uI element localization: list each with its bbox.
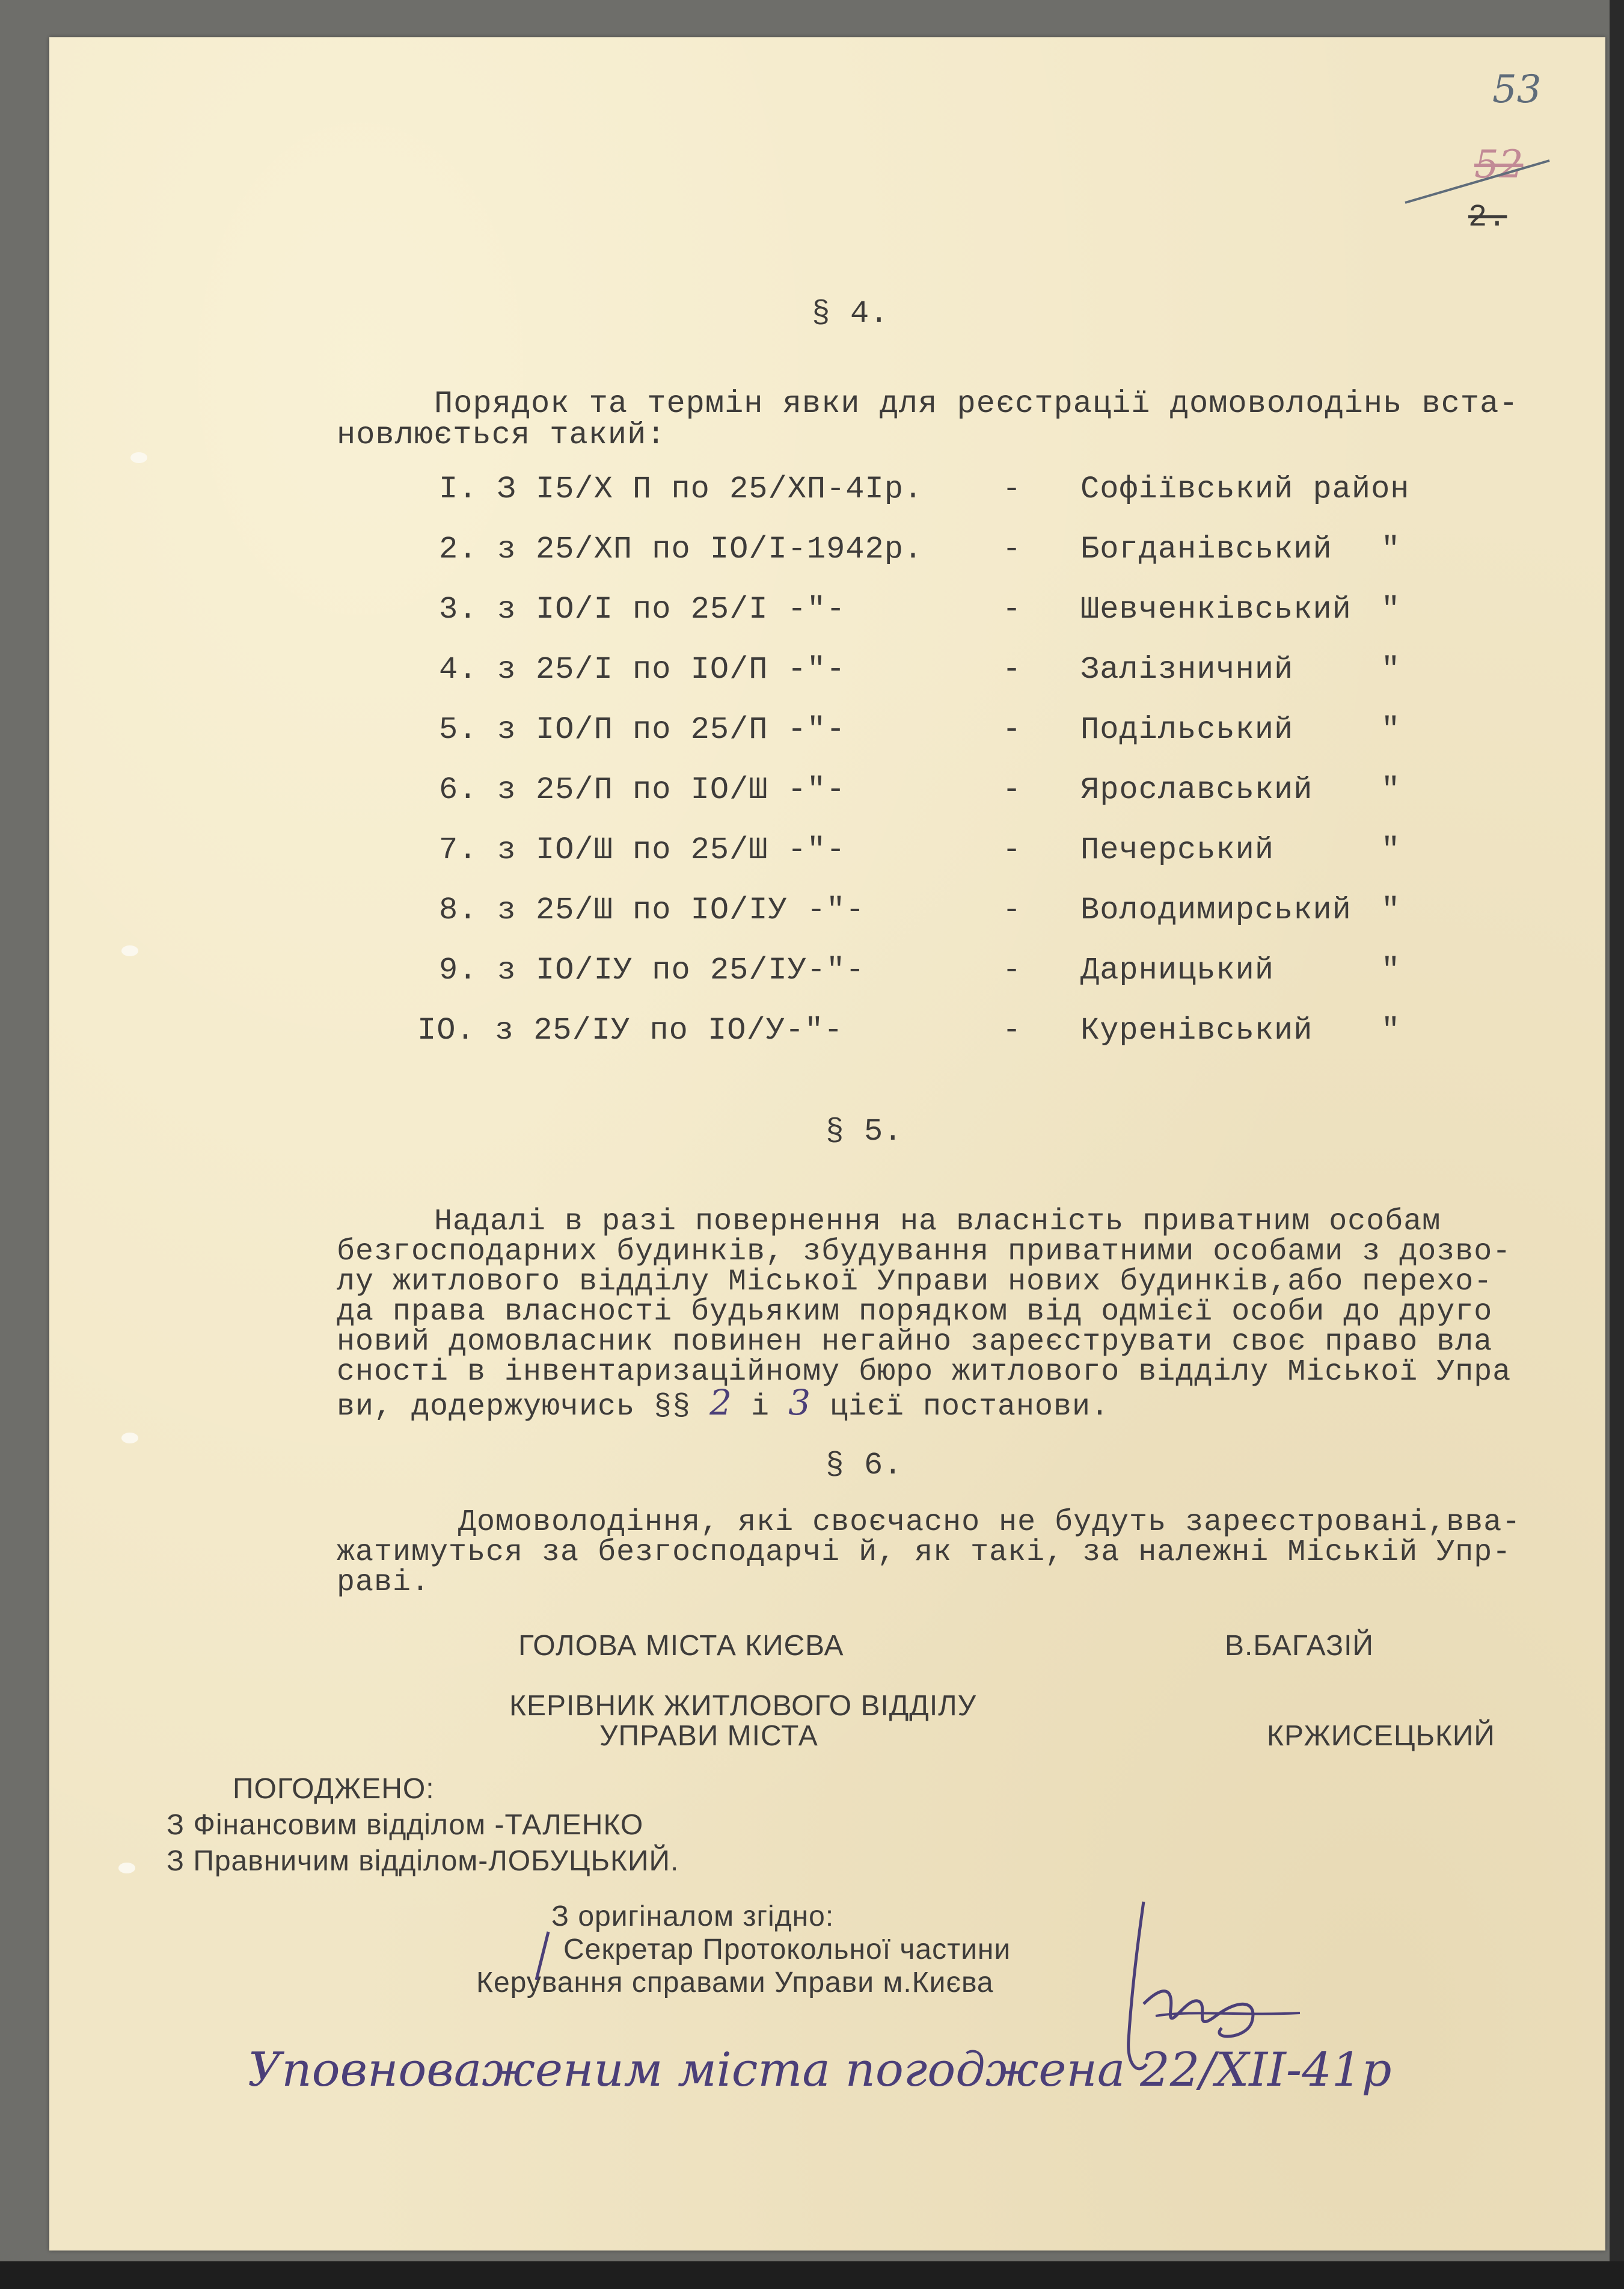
schedule-district: Подільський xyxy=(1080,712,1294,748)
paragraph-line: лу житлового відділу Міської Управи нових будинків,або перехо- xyxy=(337,1265,1493,1299)
mayor-title: ГОЛОВА МІСТА КИЄВА xyxy=(518,1630,844,1662)
handwritten-reference: 3 xyxy=(788,1382,811,1423)
paragraph-text: і xyxy=(751,1390,770,1424)
schedule-ditto: " xyxy=(1381,832,1401,868)
paragraph-line: Домоволодіння, які своєчасно не будуть зареєстровані,вва- xyxy=(458,1505,1521,1540)
schedule-ditto: " xyxy=(1381,532,1401,567)
schedule-ditto: " xyxy=(1381,652,1401,687)
schedule-dash: - xyxy=(1002,712,1022,748)
schedule-district: Печерський xyxy=(1080,832,1275,868)
schedule-district: Куренівський xyxy=(1080,1013,1313,1048)
certification-line: З оригіналом згідно: xyxy=(551,1900,835,1932)
paragraph-line: жатимуться за безгосподарчі й, як такі, за належні Міській Упр- xyxy=(337,1535,1512,1570)
schedule-period: IO. з 25/IУ по IO/У-"- xyxy=(417,1013,844,1048)
schedule-dash: - xyxy=(1002,652,1022,687)
mayor-name: В.БАГАЗІЙ xyxy=(1225,1630,1374,1662)
housing-head-name: КРЖИСЕЦЬКИЙ xyxy=(1267,1720,1495,1752)
schedule-ditto: " xyxy=(1381,1013,1401,1048)
paragraph-line: сності в інвентаризаційному бюро житлового відділу Міської Упра xyxy=(337,1355,1512,1389)
schedule-period: 7. з IO/Ш по 25/Ш -"- xyxy=(439,832,846,868)
schedule-district: Шевченківський xyxy=(1080,592,1352,627)
schedule-period: 8. з 25/Ш по IO/IУ -"- xyxy=(439,893,865,928)
section-6-heading: § 6. xyxy=(825,1448,903,1483)
scanner-edge-right xyxy=(1610,0,1624,2289)
schedule-ditto: " xyxy=(1381,953,1401,988)
section-4-intro: Порядок та термін явки для реєстрації домоволодінь вста- xyxy=(434,386,1519,422)
certification-line: Секретар Протокольної частини xyxy=(563,1934,1011,1965)
document-page xyxy=(49,37,1605,2251)
section-5-heading: § 5. xyxy=(825,1114,903,1149)
schedule-dash: - xyxy=(1002,772,1022,808)
schedule-ditto: " xyxy=(1381,592,1401,627)
schedule-district: Дарницький xyxy=(1080,953,1275,988)
schedule-ditto: " xyxy=(1381,772,1401,808)
schedule-dash: - xyxy=(1002,532,1022,567)
schedule-dash: - xyxy=(1002,1013,1022,1048)
schedule-period: I. З I5/X П по 25/XП-4Iр. xyxy=(439,472,924,507)
certification-line: Керування справами Управи м.Києва xyxy=(476,1967,994,1999)
paragraph-line: безгосподарних будинків, збудування приватними особами з дозво- xyxy=(337,1235,1512,1269)
schedule-period: 4. з 25/I по IO/П -"- xyxy=(439,652,846,687)
page-number: 53 xyxy=(1492,67,1542,112)
slash-mark-icon xyxy=(530,1929,554,1983)
punch-hole xyxy=(121,945,138,956)
schedule-district: Ярославський xyxy=(1080,772,1313,808)
scanner-edge-bottom xyxy=(0,2261,1624,2289)
paragraph-line: новий домовласник повинен негайно зареєструвати своє право вла xyxy=(337,1325,1493,1359)
agreed-line: З Фінансовим відділом -ТАЛЕНКО xyxy=(167,1809,644,1841)
schedule-dash: - xyxy=(1002,893,1022,928)
agreed-label: ПОГОДЖЕНО: xyxy=(233,1773,435,1805)
section-4-heading: § 4. xyxy=(811,296,889,331)
punch-hole xyxy=(121,1433,138,1443)
agreed-line: З Правничим відділом-ЛОБУЦЬКИЙ. xyxy=(167,1845,679,1877)
paragraph-text: цієї постанови. xyxy=(829,1390,1110,1424)
schedule-period: 2. з 25/XП по IO/I-1942р. xyxy=(439,532,924,567)
schedule-dash: - xyxy=(1002,472,1022,507)
schedule-period: 5. з IO/П по 25/П -"- xyxy=(439,712,846,748)
schedule-ditto: " xyxy=(1381,893,1401,928)
schedule-period: 6. з 25/П по IO/Ш -"- xyxy=(439,772,846,808)
schedule-district: Володимирський xyxy=(1080,893,1352,928)
punch-hole xyxy=(118,1863,135,1873)
paragraph-line: да права власності будьяким порядком від одмієї особи до друго xyxy=(337,1295,1493,1329)
crossed-page-number: 52 xyxy=(1474,143,1524,187)
schedule-district: Залізничний xyxy=(1080,652,1294,687)
schedule-period: 3. з IO/I по 25/I -"- xyxy=(439,592,846,627)
schedule-dash: - xyxy=(1002,592,1022,627)
punch-hole xyxy=(130,452,147,463)
paragraph-line: Надалі в разі повернення на власність приватним особам xyxy=(434,1205,1441,1239)
schedule-district: Богданівський xyxy=(1080,532,1332,567)
paragraph-text: ви, додержуючись §§ xyxy=(337,1390,691,1424)
schedule-dash: - xyxy=(1002,832,1022,868)
schedule-period: 9. з IO/IУ по 25/IУ-"- xyxy=(439,953,865,988)
housing-head-title: УПРАВИ МІСТА xyxy=(599,1720,818,1752)
handwritten-reference: 2 xyxy=(709,1382,733,1423)
schedule-district: Софіївський район xyxy=(1080,472,1410,507)
schedule-dash: - xyxy=(1002,953,1022,988)
handwritten-approval-note: Уповноваженим міста погоджена 22/XII-41р xyxy=(248,2043,1392,2097)
section-4-intro: новлюється такий: xyxy=(337,417,666,453)
housing-head-title: КЕРІВНИК ЖИТЛОВОГО ВІДДІЛУ xyxy=(509,1690,977,1722)
paragraph-line xyxy=(337,1382,1110,1424)
paragraph-line: раві. xyxy=(337,1565,431,1600)
sheet-number: 2. xyxy=(1468,200,1507,235)
schedule-ditto: " xyxy=(1381,712,1401,748)
